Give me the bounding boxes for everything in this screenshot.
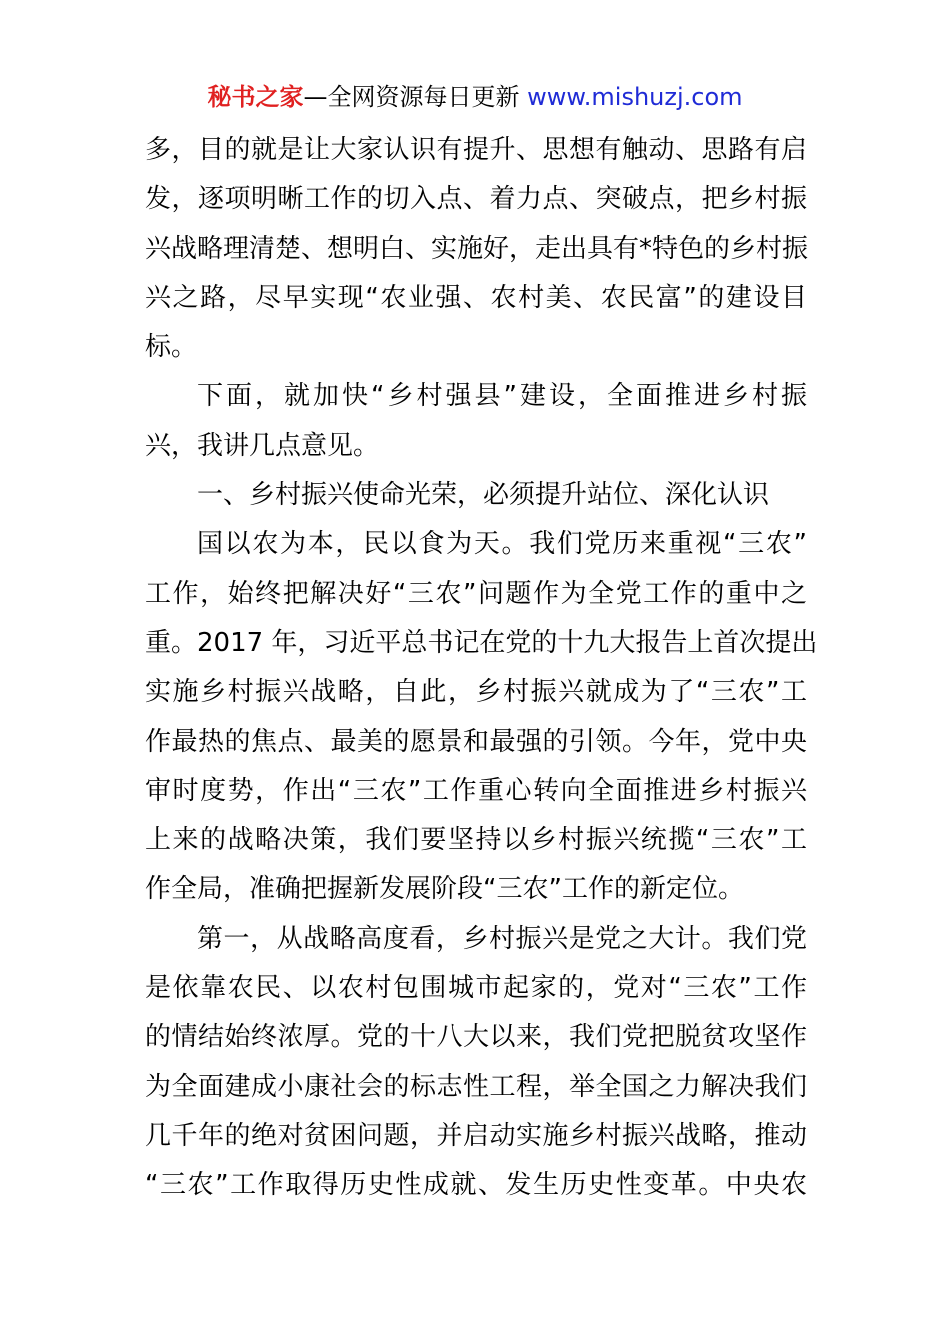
body-line: 兴之路，尽早实现“农业强、农村美、农民富”的建设目	[145, 282, 807, 313]
header-tagline: —全网资源每日更新	[303, 83, 528, 111]
body-line: 标。	[145, 332, 198, 363]
body-line: 作最热的焦点、最美的愿景和最强的引领。今年，党中央	[145, 726, 807, 757]
body-line: 第一，从战略高度看，乡村振兴是党之大计。我们党	[197, 923, 807, 954]
body-line: 审时度势，作出“三农”工作重心转向全面推进乡村振兴	[145, 775, 807, 806]
body-line: 重。2017 年，习近平总书记在党的十九大报告上首次提出	[145, 627, 818, 658]
body-line: 兴，我讲几点意见。	[145, 430, 380, 461]
body-line: 是依靠农民、以农村包围城市起家的，党对“三农”工作	[145, 973, 807, 1004]
body-line: “三农”工作取得历史性成就、发生历史性变革。中央农	[145, 1170, 807, 1201]
body-line: 国以农为本，民以食为天。我们党历来重视“三农”	[197, 529, 807, 560]
body-line: 的情结始终浓厚。党的十八大以来，我们党把脱贫攻坚作	[145, 1022, 807, 1053]
body-line: 上来的战略决策，我们要坚持以乡村振兴统揽“三农”工	[145, 825, 807, 856]
document-body	[145, 126, 818, 1211]
body-line: 多，目的就是让大家认识有提升、思想有触动、思路有启	[145, 135, 807, 165]
body-line: 作全局，准确把握新发展阶段“三农”工作的新定位。	[145, 874, 744, 905]
body-line: 实施乡村振兴战略，自此，乡村振兴就成为了“三农”工	[145, 677, 807, 708]
body-line: 工作，始终把解决好“三农”问题作为全党工作的重中之	[145, 578, 807, 609]
body-line: 兴战略理清楚、想明白、实施好，走出具有*特色的乡村振	[145, 233, 809, 264]
site-url-link[interactable]: www.mishuzj.com	[527, 83, 743, 111]
body-line: 发，逐项明晰工作的切入点、着力点、突破点，把乡村振	[145, 184, 807, 215]
body-line: 下面，就加快“乡村强县”建设，全面推进乡村振	[197, 381, 807, 412]
body-line: 几千年的绝对贫困问题，并启动实施乡村振兴战略，推动	[145, 1120, 807, 1151]
site-header	[0, 80, 950, 114]
section-heading: 一、乡村振兴使命光荣，必须提升站位、深化认识	[197, 480, 770, 511]
brand-name: 秘书之家	[207, 83, 304, 111]
body-line: 为全面建成小康社会的标志性工程，举全国之力解决我们	[145, 1071, 807, 1102]
